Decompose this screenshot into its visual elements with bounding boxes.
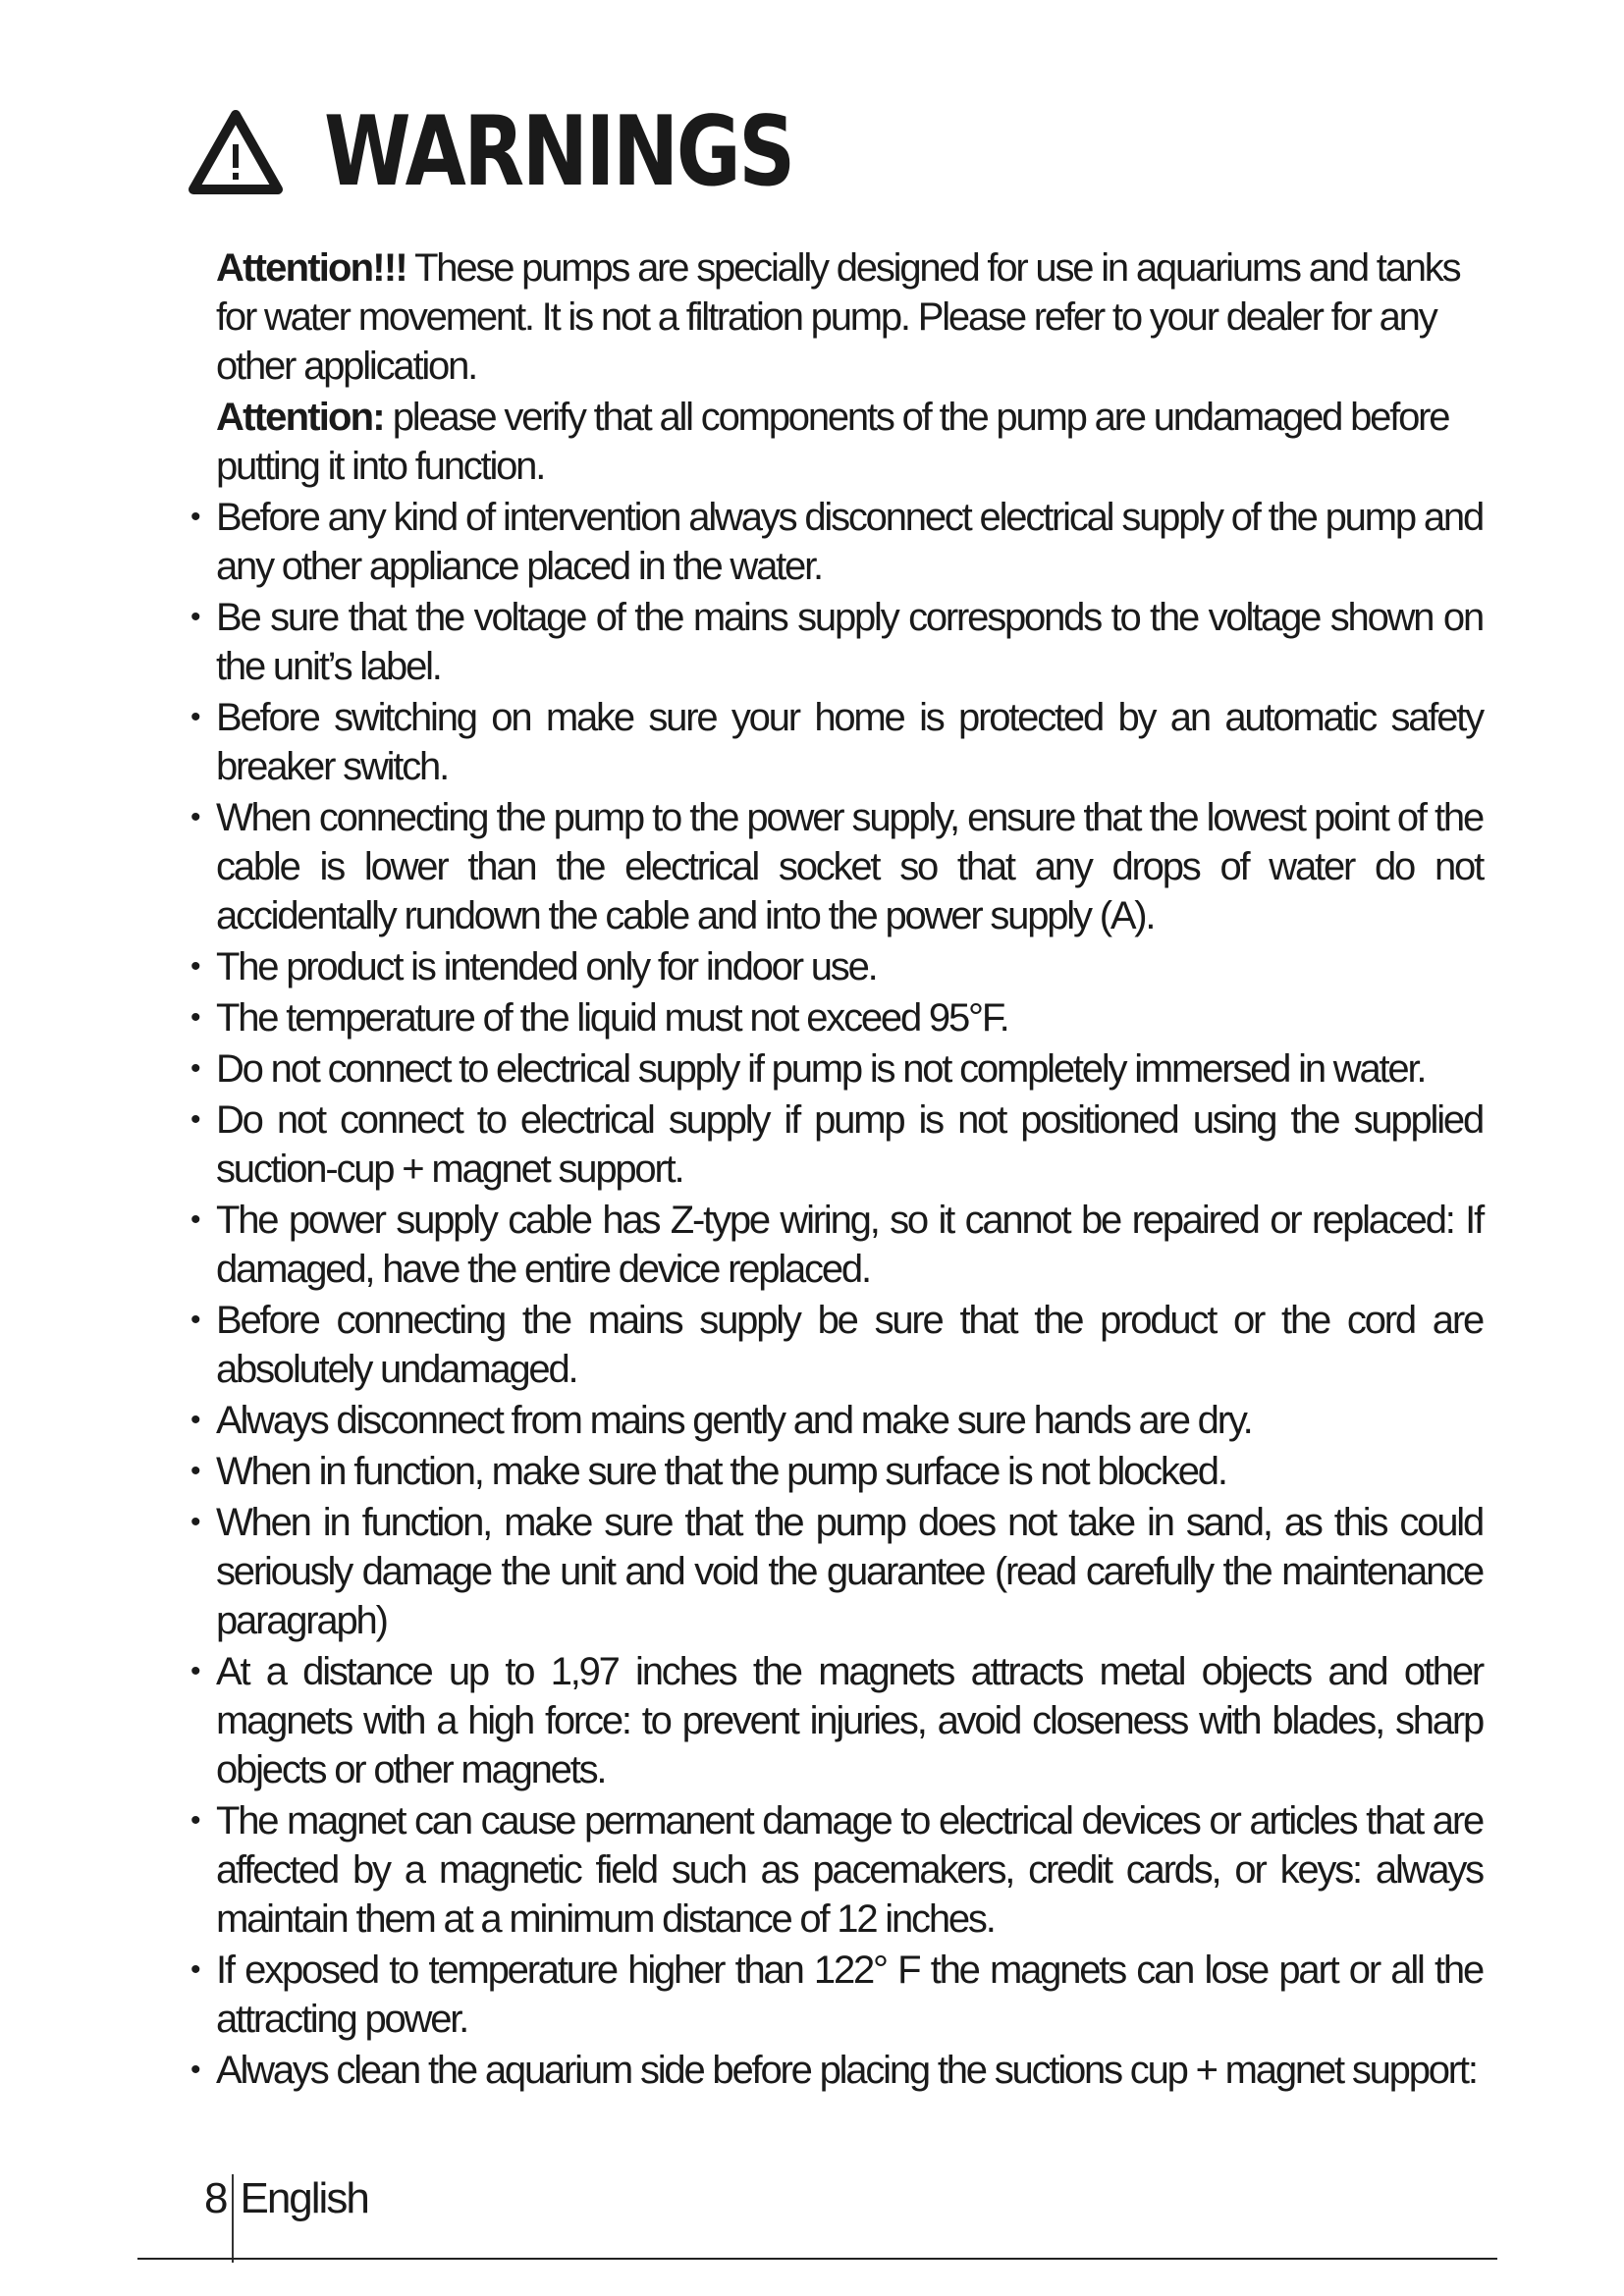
footer-language: English: [240, 2174, 368, 2222]
warning-item: • When connecting the pump to the power supply, ensure that the lowest point of the cable is lower than the electrical socket so that any drops of water do not accidentally rundown the cable and into the power supply (A).: [187, 793, 1483, 940]
warning-item: • When in function, make sure that the pump surface is not blocked.: [187, 1447, 1483, 1496]
warning-item: • Always disconnect from mains gently and make sure hands are dry.: [187, 1396, 1483, 1445]
attention-text: please verify that all components of the pump are undamaged before putting it into function.: [216, 396, 1449, 488]
page-header: [187, 93, 896, 211]
warning-list: [187, 493, 1483, 2095]
warnings-content: [187, 243, 1483, 2097]
warning-item: • Do not connect to electrical supply if pump is not positioned using the supplied suction-cup + magnet support.: [187, 1095, 1483, 1194]
page-title: WARNINGS: [324, 96, 793, 208]
warning-item: • Be sure that the voltage of the mains supply corresponds to the voltage shown on the unit’s label.: [187, 593, 1483, 691]
attention-label: Attention:: [216, 396, 384, 439]
attention-text: These pumps are specially designed for use in aquariums and tanks for water movement. It is not a filtration pump. Please refer to your dealer for any other application.: [216, 246, 1460, 388]
warning-item: • Always clean the aquarium side before placing the suctions cup + magnet support:: [187, 2046, 1483, 2095]
warning-item: • Before any kind of intervention always disconnect electrical supply of the pump and any other appliance placed in the water.: [187, 493, 1483, 591]
warning-item: • Before connecting the mains supply be sure that the product or the cord are absolutely undamaged.: [187, 1296, 1483, 1394]
warning-item: • Do not connect to electrical supply if pump is not completely immersed in water.: [187, 1044, 1483, 1094]
attention-paragraph-1: [187, 243, 1483, 391]
page-footer: [204, 2174, 368, 2263]
warning-item: • At a distance up to 1,97 inches the magnets attracts metal objects and other magnets with a high force: to prevent injuries, avoid closeness with blades, sharp objects or other magnets.: [187, 1647, 1483, 1794]
warning-item: • The power supply cable has Z-type wiring, so it cannot be repaired or replaced: If damaged, have the entire device replaced.: [187, 1196, 1483, 1294]
attention-paragraph-2: [187, 393, 1483, 491]
warning-item: • The temperature of the liquid must not exceed 95°F.: [187, 993, 1483, 1042]
warning-item: • If exposed to temperature higher than 122° F the magnets can lose part or all the attracting power.: [187, 1946, 1483, 2044]
page-number: 8: [204, 2174, 227, 2222]
footer-divider: [232, 2174, 234, 2263]
warning-item: • The magnet can cause permanent damage to electrical devices or articles that are affected by a magnetic field such as pacemakers, credit cards, or keys: always maintain them at a minimum distance of 12 inches.: [187, 1796, 1483, 1944]
warning-item: • When in function, make sure that the pump does not take in sand, as this could seriously damage the unit and void the guarantee (read carefully the maintenance paragraph): [187, 1498, 1483, 1645]
warning-triangle-icon: [187, 107, 285, 197]
warning-item: • Before switching on make sure your home is protected by an automatic safety breaker switch.: [187, 693, 1483, 791]
warning-item: • The product is intended only for indoor use.: [187, 942, 1483, 991]
bottom-rule: [137, 2258, 1497, 2260]
attention-label: Attention!!!: [216, 246, 406, 290]
